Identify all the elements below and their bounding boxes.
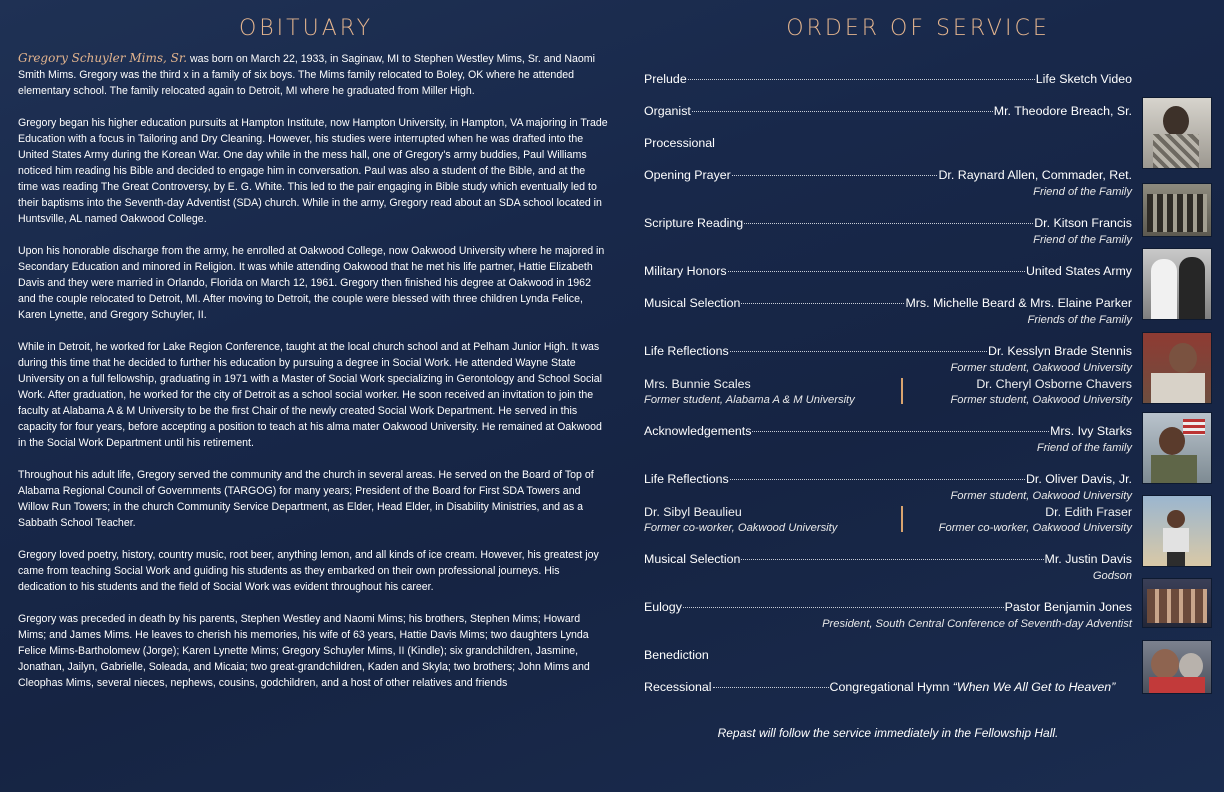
service-item-eulogy: Eulogy Pastor Benjamin Jones President, South Central Conference of Seventh-day Adventist xyxy=(644,600,1132,630)
service-item-opening-prayer: Opening Prayer Dr. Raynard Allen, Commader, Ret. Friend of the Family xyxy=(644,168,1132,198)
obituary-paragraph: Gregory began his higher education pursuits at Hampton Institute, now Hampton University, in Hampton, VA majoring in Trade Education with a focus in Tailoring and Dry Cleaning. However, his studies were interrupted when he was drafted into the United States Army during the Korean War. One day while in the mess hall, one of Gregory's army buddies, Paul Williams noticed him reading his Bible and decided to engage him in conversation. Paul was also a student of the Bible, and at the time was reading The Great Controversy, by E. G. White. This led to the pair engaging in Bible study which eventually led to their baptisms into the Seventh-day Adventist (SDA) church. While in the army, Gregory read about an SDA school located in Huntsville, AL named Oakwood College. xyxy=(18,117,608,225)
service-item-processional: Processional xyxy=(644,136,715,150)
reflection-speakers: Mrs. Bunnie Scales Former student, Alabama A & M University Dr. Cheryl Osborne Chavers Former student, Oakwood University xyxy=(644,377,1132,406)
repast-note: Repast will follow the service immediately in the Fellowship Hall. xyxy=(717,726,1059,740)
order-of-service-page xyxy=(612,0,1224,792)
obituary-paragraph: Gregory loved poetry, history, country music, root beer, anything lemon, and all kinds of ice cream. However, his greatest joy came from teaching Social Work and guiding his students as they embarked on their own professional journeys. His dedication to his students and the field of Social Work was evident throughout his career. xyxy=(18,549,599,593)
photo-group xyxy=(1142,183,1212,237)
service-item-organist: Organist Mr. Theodore Breach, Sr. xyxy=(644,104,1132,118)
obituary-paragraph: Upon his honorable discharge from the army, he enrolled at Oakwood College, now Oakwood University where he majored in Secondary Education and minored in Religion. It was while attending Oakwood that he met his life partner, Hattie Elizabeth Davis and they were married in Orlando, Florida on March 12, 1961. Gregory then finished his degree at Oakwood in 1962 and the couple relocated to Detroit, MI. After moving to Detroit, the couple were blessed with three children Lynda Felice, Karen Lynette, and Gregory Schuyler, II. xyxy=(18,245,605,321)
obituary-paragraph: While in Detroit, he worked for Lake Region Conference, taught at the local church school and at Pelham Junior High. It was during this time that he decided to further his education by pursuing a degree in Social Work. He attended Wayne State University on a full fellowship, graduating in 1971 with a Master of Social Work specializing in Gerontology and School Social Work. After graduation, he worked for the city of Detroit as a school social worker. He soon received an invitation to join the faculty at Alabama A & M University to be the first Chair of the newly created Social Work Department. He served in this capacity for four years, before accepting a position to teach at his alma mater Oakwood University. He remained at Oakwood in the Social Work Department until his retirement. xyxy=(18,341,602,449)
obituary-paragraph: Gregory was preceded in death by his parents, Stephen Westley and Naomi Mims; his brothers, Stephen Mims; Howard Mims; and James Mims. He leaves to cherish his memories, his wife of 63 years, Hattie Davis Mims; two daughters Lynda Felice Mims-Bartholomew (Jorge); Karen Lynette Mims; Gregory Schuyler Mims, II (Kindle); six grandchildren, Jasmine, Jonathan, Jailyn, Gabrielle, Soleada, and Micaia; two great-grandchildren, Kaden and Skyla; two brothers; John Mims and Cleophas Mims, several nieces, nephews, cousins, godchildren, and a host of other relatives and friends xyxy=(18,613,590,689)
photo-portrait-young xyxy=(1142,97,1212,169)
service-item-life-reflections: Life Reflections Dr. Kesslyn Brade Stennis Former student, Oakwood University xyxy=(644,344,1132,374)
obituary-heading: OBITUARY xyxy=(238,16,374,41)
service-item-benediction: Benediction xyxy=(644,648,709,662)
photo-beach xyxy=(1142,495,1212,567)
service-item-scripture: Scripture Reading Dr. Kitson Francis Friend of the Family xyxy=(644,216,1132,246)
service-item-life-reflections: Life Reflections Dr. Oliver Davis, Jr. Former student, Oakwood University xyxy=(644,472,1132,502)
obituary-paragraph: Throughout his adult life, Gregory served the community and the church in several areas. He served on the Board of Top of Alabama Regional Council of Governments (TARGOG) for many years; President of the Board for First SDA Towers and Willow Run Towers; in the church Community Service Department, as Elder, Head Elder, in Disability Ministries, and as a Sabbath School Teacher. xyxy=(18,469,594,529)
photo-family-moment xyxy=(1142,332,1212,404)
deceased-name: Gregory Schuyler Mims, Sr. xyxy=(18,51,188,65)
reflection-speakers: Dr. Sibyl Beaulieu Former co-worker, Oakwood University Dr. Edith Fraser Former co-worker, Oakwood University xyxy=(644,505,1132,534)
service-item-musical-selection: Musical Selection Mr. Justin Davis Godson xyxy=(644,552,1132,582)
service-item-prelude: Prelude Life Sketch Video xyxy=(644,72,1132,86)
obituary-paragraph: Gregory Schuyler Mims, Sr. was born on March 22, 1933, in Saginaw, MI to Stephen Westley Mims, Sr. and Naomi Smith Mims. Gregory was the third x in a family of six boys. The Mims family relocated to Boley, OK where he attended elementary school. The family relocated again to Detroit, MI where he graduated from Miller High. xyxy=(18,51,595,97)
service-item-recessional: Recessional Congregational Hymn “When We All Get to Heaven” xyxy=(644,680,1116,694)
obituary-text xyxy=(18,50,608,707)
service-item-military-honors: Military Honors United States Army xyxy=(644,264,1132,278)
service-item-musical-selection: Musical Selection Mrs. Michelle Beard & Mrs. Elaine Parker Friends of the Family xyxy=(644,296,1132,326)
divider xyxy=(901,506,903,532)
photo-couple xyxy=(1142,640,1212,694)
photo-wedding xyxy=(1142,248,1212,320)
divider xyxy=(901,378,903,404)
photo-grandchildren xyxy=(1142,578,1212,628)
service-heading: ORDER OF SERVICE xyxy=(786,16,1050,41)
service-item-acknowledgements: Acknowledgements Mrs. Ivy Starks Friend of the family xyxy=(644,424,1132,454)
photo-military xyxy=(1142,412,1212,484)
